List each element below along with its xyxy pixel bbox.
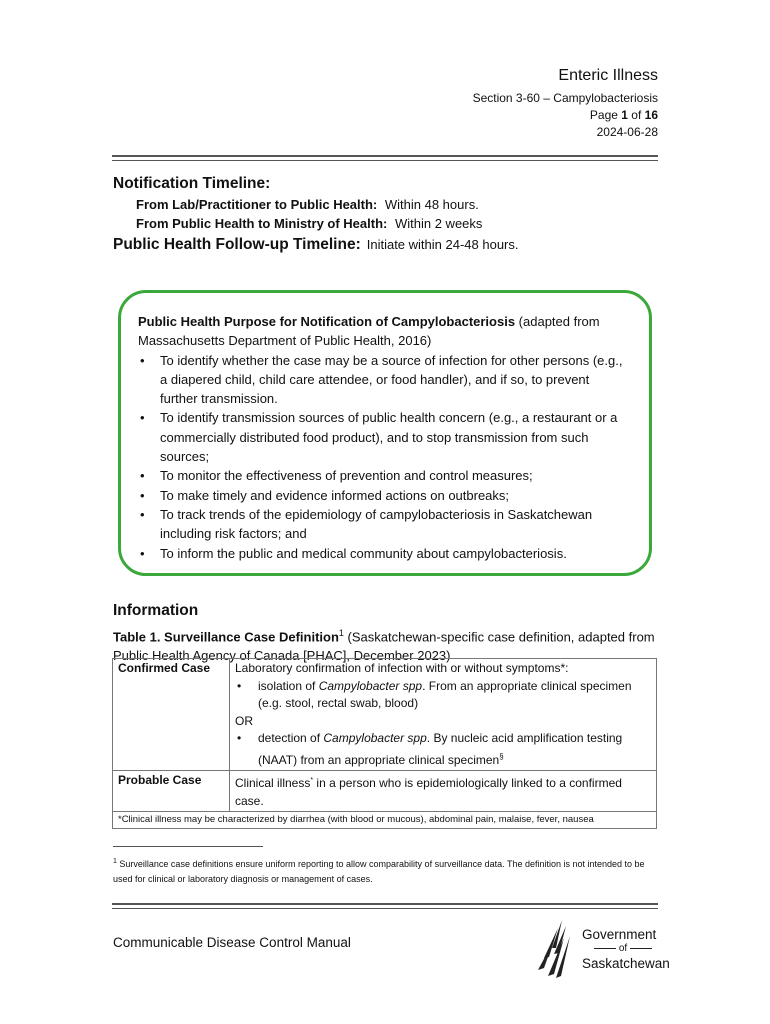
purpose-item-text: To identify transmission sources of public health concern (e.g., a restaurant or a commercially distributed food product), and to stop transmission from such sources; (160, 410, 618, 465)
criterion-item (235, 730, 651, 769)
table-row (113, 659, 657, 771)
header-divider (112, 155, 658, 161)
probable-post: in a person who is epidemiologically linked to a confirmed case. (235, 776, 622, 808)
or-separator: OR (235, 713, 253, 728)
criterion-post: . By nucleic acid amplification testing (NAAT) from an appropriate clinical specimen (258, 731, 623, 767)
purpose-item (138, 408, 628, 466)
purpose-item-text: To monitor the effectiveness of prevention and control measures; (160, 468, 533, 484)
bullet-icon: • (237, 678, 242, 693)
notification-row-value: Within 2 weeks (394, 216, 483, 231)
page-of: of (627, 108, 645, 122)
document-title: Enteric Illness (558, 67, 658, 84)
notification-row-label: From Public Health to Ministry of Health: (136, 216, 388, 231)
page-indicator (590, 108, 658, 122)
confirmed-case-label: Confirmed Case (113, 659, 230, 771)
page-total: 16 (644, 108, 658, 122)
purpose-list (138, 351, 628, 563)
bullet-icon: • (140, 545, 145, 561)
bullet-icon: • (237, 731, 242, 745)
organism-name: Campylobacter spp (318, 678, 423, 693)
bullet-icon: • (140, 352, 145, 368)
page-prefix: Page (589, 108, 622, 122)
purpose-item-text: To inform the public and medical community about campylobacteriosis. (160, 545, 567, 561)
document-date: 2024-06-28 (596, 125, 658, 139)
criterion-pre: detection of (258, 731, 324, 745)
probable-case-label: Probable Case (113, 771, 230, 812)
criterion-post: . From an appropriate clinical specimen (e.g. stool, rectal swab, blood) (258, 678, 632, 710)
wheat-sheaf-icon (534, 918, 580, 980)
criterion-pre: isolation of (258, 678, 319, 693)
table-note: *Clinical illness may be characterized by diarrhea (with blood or mucous), abdominal pain, malaise, fever, nausea (113, 812, 657, 829)
table-row (113, 771, 657, 812)
probable-pre: Clinical illness (235, 776, 311, 790)
asterisk-mark: * (310, 777, 314, 784)
purpose-item (138, 544, 628, 563)
bullet-icon: • (140, 506, 145, 522)
table-caption-title: Table 1. Surveillance Case Definition (113, 629, 339, 645)
footnote-ref: 1 (338, 628, 344, 638)
purpose-item (138, 486, 628, 505)
footnote (113, 854, 658, 887)
purpose-item (138, 351, 628, 409)
notification-heading: Notification Timeline: (113, 175, 271, 192)
table-caption-desc: (Saskatchewan-specific case definition, adapted from Public Health Agency of Canada [PHAC], December 2023) (113, 629, 655, 664)
followup-heading: Public Health Follow-up Timeline: (113, 236, 361, 253)
followup-timeline (113, 236, 519, 254)
footer-title: Communicable Disease Control Manual (113, 935, 351, 950)
followup-value: Initiate within 24-48 hours. (366, 237, 519, 252)
confirmed-intro: Laboratory confirmation of infection with or without symptoms*: (235, 661, 569, 675)
bullet-icon: • (140, 410, 145, 426)
footnote-number: 1 (113, 858, 117, 865)
purpose-source: (adapted from Massachusetts Department of Public Health, 2016) (138, 314, 600, 349)
government-logo (534, 918, 669, 978)
purpose-item-text: To identify whether the case may be a source of infection for other persons (e.g., a diapered child, child care attendee, or food handler), and if so, to prevent further transmission. (160, 352, 623, 407)
organism-name: Campylobacter spp (323, 731, 427, 745)
notification-row-lab (136, 197, 479, 212)
purpose-intro (138, 312, 628, 351)
criterion-item (235, 678, 651, 713)
logo-text (582, 926, 670, 972)
notification-row-label: From Lab/Practitioner to Public Health: (136, 197, 378, 212)
section-label: Section 3-60 – Campylobacteriosis (472, 91, 658, 105)
purpose-content (138, 312, 628, 563)
purpose-item-text: To track trends of the epidemiology of campylobacteriosis in Saskatchewan including risk factors; and (160, 506, 593, 542)
purpose-item (138, 466, 628, 485)
bullet-icon: • (140, 487, 145, 503)
logo-of: of (618, 943, 628, 954)
logo-line-of (582, 943, 664, 955)
purpose-item (138, 505, 628, 544)
confirmed-case-criteria (230, 659, 657, 771)
probable-case-criteria (230, 771, 657, 812)
section-mark: § (499, 751, 504, 761)
information-heading: Information (113, 602, 199, 619)
logo-rule (630, 948, 652, 949)
footer-divider (112, 903, 658, 909)
notification-row-ministry (136, 216, 482, 231)
case-definition-table (112, 658, 657, 829)
page-number: 1 (621, 108, 628, 122)
bullet-icon: • (140, 468, 145, 484)
logo-line: Government (582, 927, 657, 942)
purpose-item-text: To make timely and evidence informed actions on outbreaks; (160, 487, 510, 503)
footnote-text: Surveillance case definitions ensure uniform reporting to allow comparability of surveillance data. The definition is not intended to be used for clinical or laboratory diagnosis or management of cases. (113, 859, 645, 884)
purpose-title: Public Health Purpose for Notification of Campylobacteriosis (138, 314, 516, 329)
notification-row-value: Within 48 hours. (384, 197, 479, 212)
logo-rule (594, 948, 616, 949)
table-row (113, 812, 657, 829)
logo-line: Saskatchewan (582, 956, 670, 971)
footnote-separator (113, 846, 263, 847)
